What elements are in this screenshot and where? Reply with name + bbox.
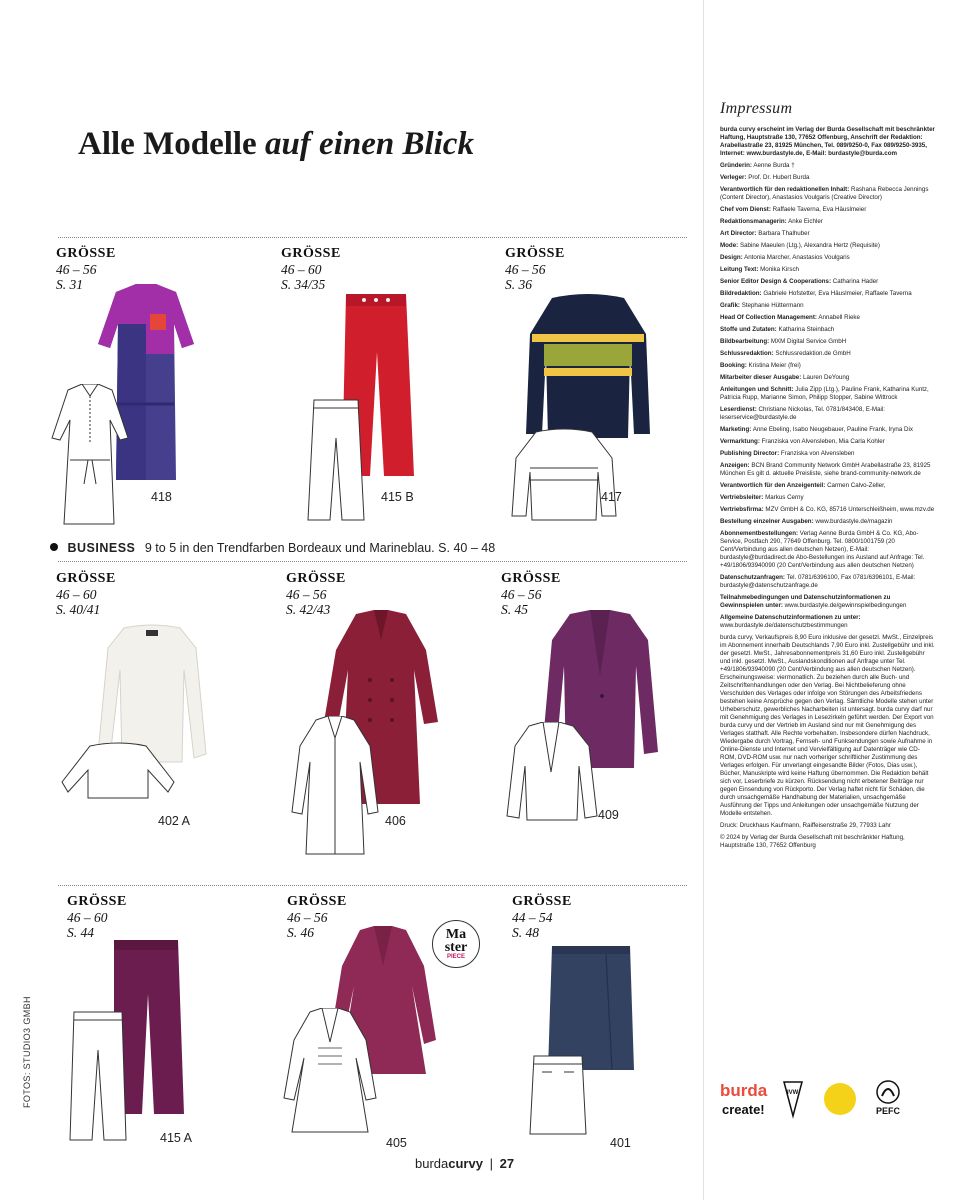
impressum-key: Booking: xyxy=(720,362,747,369)
size-label: GRÖSSE xyxy=(501,571,561,586)
impressum-block xyxy=(720,218,935,226)
impressum-title: Impressum xyxy=(720,100,793,117)
size-range: 46 – 60 xyxy=(56,587,97,602)
impressum-key: Grafik: xyxy=(720,302,740,309)
blazer-409-sketch xyxy=(503,722,601,822)
size-label: GRÖSSE xyxy=(67,894,127,909)
impressum-key: Head Of Collection Management: xyxy=(720,314,817,321)
model-number: 402 A xyxy=(158,814,190,828)
impressum-key: Vertriebsleiter: xyxy=(720,494,764,501)
impressum-value: Barbara Thalhuber xyxy=(758,230,810,237)
impressum-value: Aenne Burda † xyxy=(753,162,795,169)
divider xyxy=(58,561,687,562)
badge-line3: PIECE xyxy=(446,954,465,960)
size-label: GRÖSSE xyxy=(56,246,116,261)
size-label: GRÖSSE xyxy=(281,246,341,261)
impressum-key: Vertriebsfirma: xyxy=(720,506,764,513)
impressum-key: Verleger: xyxy=(720,174,747,181)
model-card-415a xyxy=(67,894,127,940)
impressum-key: Mitarbeiter dieser Ausgabe: xyxy=(720,374,802,381)
coat-406-sketch xyxy=(290,716,380,856)
impressum-value: Sabine Maeulen (Ltg.), Alexandra Hertz (Requisite) xyxy=(739,242,880,249)
impressum-key: Verantwortlich für den Anzeigenteil: xyxy=(720,482,826,489)
model-card-401 xyxy=(512,894,572,940)
model-card-415b xyxy=(281,246,341,292)
impressum-value: Carmen Calvo-Zeller, xyxy=(827,482,886,489)
impressum-value: MXM Digital Service GmbH xyxy=(770,338,847,345)
business-section-header xyxy=(50,541,495,555)
page-ref: S. 36 xyxy=(505,277,532,292)
impressum-value: Druck: Druckhaus Kaufmann, Raiffeisenstraße 29, 77933 Lahr xyxy=(720,822,891,829)
size-label: GRÖSSE xyxy=(286,571,346,586)
model-number: 409 xyxy=(598,808,619,822)
ivw-logo-text: IVW xyxy=(787,1090,799,1096)
sweater-417-photo xyxy=(524,294,652,440)
column-divider xyxy=(703,0,704,1200)
impressum-block xyxy=(720,350,935,358)
impressum-key: Marketing: xyxy=(720,426,752,433)
page-ref: S. 44 xyxy=(67,925,94,940)
page-ref: S. 45 xyxy=(501,602,528,617)
impressum-value: Tel. 0781/6396100, Fax 0781/6396101, E-Mail: burdastyle@datenschutzanfrage.de xyxy=(720,574,916,589)
model-card-417 xyxy=(505,246,565,292)
footer-brand-bold: curvy xyxy=(448,1156,483,1171)
impressum-block xyxy=(720,530,935,570)
impressum-block xyxy=(720,518,935,526)
impressum-value: BCN Brand Community Network GmbH Arabellastraße 23, 81925 München Es gilt d. aktuelle Preisliste, siehe brand-community-network.de xyxy=(720,462,931,477)
impressum-block xyxy=(720,206,935,214)
impressum-value: Antonia Marcher, Anastasios Voulgaris xyxy=(744,254,850,261)
title-bold: Alle Modelle xyxy=(78,126,257,162)
business-title: BUSINESS xyxy=(67,541,136,555)
size-range: 46 – 56 xyxy=(505,262,546,277)
impressum-key: Gründerin: xyxy=(720,162,752,169)
impressum-block xyxy=(720,278,935,286)
impressum-key: Leitung Text: xyxy=(720,266,759,273)
title-italic: auf einen Blick xyxy=(264,126,474,162)
impressum-value: Catharina Hader xyxy=(832,278,879,285)
impressum-key: Design: xyxy=(720,254,743,261)
blouse-402a-sketch xyxy=(56,742,180,800)
impressum-block xyxy=(720,450,935,458)
size-label: GRÖSSE xyxy=(56,571,116,586)
impressum-block xyxy=(720,162,935,170)
impressum-key: Publishing Director: xyxy=(720,450,780,457)
divider xyxy=(58,885,687,886)
impressum-block xyxy=(720,574,935,590)
impressum-key: Anleitungen und Schnitt: xyxy=(720,386,794,393)
impressum-key: Bildbearbeitung: xyxy=(720,338,770,345)
page-ref: S. 40/41 xyxy=(56,602,101,617)
impressum-value: Kristina Meier (frei) xyxy=(748,362,801,369)
impressum-block xyxy=(720,614,935,630)
impressum-key: Art Director: xyxy=(720,230,757,237)
impressum-block xyxy=(720,634,935,818)
photo-credit: FOTOS: STUDIO3 GMBH xyxy=(22,996,32,1108)
impressum-block xyxy=(720,302,935,310)
page-ref: S. 46 xyxy=(287,925,314,940)
dress-418-sketch xyxy=(50,384,130,528)
impressum xyxy=(720,100,935,854)
skirt-401-sketch xyxy=(528,1054,588,1138)
impressum-block xyxy=(720,254,935,262)
page-footer xyxy=(415,1156,514,1171)
model-number: 415 A xyxy=(160,1131,192,1145)
impressum-key: Teilnahmebedingungen und Datenschutzinformationen zu Gewinnspielen unter: xyxy=(720,594,891,609)
sweater-417-sketch xyxy=(508,428,620,524)
burda-logo-text: burda xyxy=(720,1081,768,1100)
impressum-value: Katharina Steinbach xyxy=(778,326,835,333)
impressum-key: Redaktionsmanagerin: xyxy=(720,218,787,225)
impressum-key: Abonnementbestellungen: xyxy=(720,530,799,537)
impressum-value: Christiane Nickolas, Tel. 0781/843408, E-Mail: leserservice@burdastyle.de xyxy=(720,406,885,421)
model-number: 415 B xyxy=(381,490,414,504)
impressum-value: www.burdastyle.de/datenschutzbestimmungen xyxy=(720,622,848,629)
size-range: 46 – 56 xyxy=(287,910,328,925)
model-number: 406 xyxy=(385,814,406,828)
trousers-415b-sketch xyxy=(306,398,366,524)
size-range: 46 – 56 xyxy=(501,587,542,602)
impressum-block xyxy=(720,462,935,478)
model-number: 405 xyxy=(386,1136,407,1150)
impressum-block xyxy=(720,242,935,250)
burda-create-logo xyxy=(720,1081,768,1117)
impressum-key: Bestellung einzelner Ausgaben: xyxy=(720,518,814,525)
impressum-block xyxy=(720,374,935,382)
impressum-key: Datenschutzanfragen: xyxy=(720,574,785,581)
impressum-value: Franziska von Alvensleben xyxy=(780,450,855,457)
pefc-logo xyxy=(876,1081,901,1116)
footer-brand-light: burda xyxy=(415,1156,449,1171)
impressum-key: Mode: xyxy=(720,242,739,249)
impressum-value: Lauren DeYoung xyxy=(803,374,850,381)
impressum-key: Schlussredaktion: xyxy=(720,350,774,357)
impressum-block xyxy=(720,266,935,274)
impressum-value: Monika Kirsch xyxy=(760,266,799,273)
impressum-value: Anne Ebeling, Isabo Neugebauer, Pauline Frank, Iryna Dix xyxy=(752,426,913,433)
impressum-value: Rashana Rebecca Jennings (Content Director), Anastasios Voulgaris (Creative Director) xyxy=(720,186,929,201)
impressum-key: Senior Editor Design & Cooperations: xyxy=(720,278,832,285)
impressum-value: MZV GmbH & Co. KG, 85716 Unterschleißheim, www.mzv.de xyxy=(765,506,935,513)
logo-row xyxy=(718,1076,918,1122)
page-ref: S. 42/43 xyxy=(286,602,331,617)
impressum-block xyxy=(720,230,935,238)
business-pages: S. 40 – 48 xyxy=(438,541,496,555)
footer-separator: | xyxy=(489,1156,493,1171)
impressum-value: Franziska von Alvensleben, Mia Carla Kohler xyxy=(761,438,885,445)
dress-405-sketch xyxy=(282,1008,378,1134)
seal-logo xyxy=(824,1083,856,1115)
pefc-logo-text: PEFC xyxy=(876,1106,901,1116)
impressum-block xyxy=(720,406,935,422)
masterpiece-badge xyxy=(432,920,480,968)
impressum-key: burda curvy erscheint im Verlag der Burda Gesellschaft mit beschränkter Haftung, Hauptstraße 130, 77652 Offenburg, Anschrift der Redaktion: Arabellastraße 23, 81925 München, Tel. 089/9250-0, Fax 089/9250-3935, Internet: www.burdastyle.de, E-Mail: burdastyle@burda.com xyxy=(720,126,935,157)
impressum-value: www.burdastyle.de/magazin xyxy=(815,518,893,525)
impressum-block xyxy=(720,386,935,402)
impressum-block xyxy=(720,822,935,830)
page-ref: S. 48 xyxy=(512,925,539,940)
impressum-value: Verlag Aenne Burda GmbH & Co. KG, Abo-Service, Postfach 290, 77649 Offenburg. Tel. 0800/1001759 (20 Cent/Verbindung aus allen deutschen Netzen), E-Mail: burdastyle@burdadirect.de Abo-Bestellungen ins Ausland auf Anfrage: Tel. +49/1806/93940090 (20 Cent/Verbindung aus allen deutschen Netzen) xyxy=(720,530,925,569)
impressum-block xyxy=(720,594,935,610)
impressum-value: © 2024 by Verlag der Burda Gesellschaft mit beschränkter Haftung, Hauptstraße 130, 77652 Offenburg xyxy=(720,834,905,849)
impressum-value: Anke Eichler xyxy=(788,218,823,225)
size-range: 44 – 54 xyxy=(512,910,553,925)
impressum-key: Anzeigen: xyxy=(720,462,750,469)
impressum-block xyxy=(720,186,935,202)
impressum-block xyxy=(720,126,935,158)
badge-line1: Ma xyxy=(445,927,467,942)
impressum-key: Vermarktung: xyxy=(720,438,760,445)
impressum-block xyxy=(720,174,935,182)
impressum-block xyxy=(720,426,935,434)
size-range: 46 – 60 xyxy=(67,910,108,925)
impressum-value: Raffaele Taverna, Eva Häuslmeier xyxy=(772,206,867,213)
model-number: 401 xyxy=(610,1136,631,1150)
size-range: 46 – 56 xyxy=(286,587,327,602)
impressum-block xyxy=(720,494,935,502)
impressum-block xyxy=(720,362,935,370)
model-number: 417 xyxy=(601,490,622,504)
trousers-415a-sketch xyxy=(68,1010,128,1144)
business-text: 9 to 5 in den Trendfarben Bordeaux und Marineblau. xyxy=(144,541,435,555)
impressum-block xyxy=(720,338,935,346)
impressum-value: Julia Zipp (Ltg.), Pauline Frank, Katharina Kuntz, Patricia Rupp, Marianne Simon, Philipp Stopper, Sabine Wittrock xyxy=(720,386,929,401)
size-range: 46 – 60 xyxy=(281,262,322,277)
impressum-key: Leserdienst: xyxy=(720,406,757,413)
create-logo-text: create! xyxy=(722,1102,765,1117)
impressum-value: Prof. Dr. Hubert Burda xyxy=(748,174,810,181)
impressum-block xyxy=(720,438,935,446)
divider xyxy=(58,237,687,238)
page-title xyxy=(78,126,474,163)
impressum-key: Stoffe und Zutaten: xyxy=(720,326,777,333)
size-label: GRÖSSE xyxy=(512,894,572,909)
impressum-value: Gabriele Hofstetter, Eva Häuslmeier, Raffaele Taverna xyxy=(763,290,912,297)
impressum-key: Allgemeine Datenschutzinformationen zu unter: xyxy=(720,614,861,621)
page-ref: S. 34/35 xyxy=(281,277,326,292)
size-range: 46 – 56 xyxy=(56,262,97,277)
impressum-block xyxy=(720,290,935,298)
impressum-key: Verantwortlich für den redaktionellen Inhalt: xyxy=(720,186,850,193)
badge-line2: ster xyxy=(444,940,468,955)
impressum-value: Stephanie Hüttermann xyxy=(741,302,804,309)
impressum-body xyxy=(720,126,935,850)
impressum-block xyxy=(720,314,935,322)
model-card-402a xyxy=(56,571,116,617)
impressum-value: Annabell Rieke xyxy=(818,314,860,321)
impressum-value: Markus Cerny xyxy=(765,494,804,501)
ivw-logo xyxy=(784,1082,802,1116)
impressum-value: www.burdastyle.de/gewinnspielbedingungen xyxy=(784,602,907,609)
impressum-key: Bildredaktion: xyxy=(720,290,762,297)
impressum-value: burda curvy, Verkaufspreis 8,90 Euro inklusive der gesetzl. MwSt., Einzelpreis im Abonnement innerhalb Deutschlands 7,90 Euro inkl. Zustellgebühr und inkl. der gesetzl. MwSt., Jahresabonnementpreis 31,60 Euro inkl. Zustellgebühr und inkl. gesetzl. MwSt., Auslandskonditionen auf Anfrage unter Tel. +49/1806/93940090 (20 Cent/Verbindung aus allen deutschen Netzen). Erscheinungsweise: viermonatlich. Zu beziehen durch alle Buch- und Zeitschriftenhandlungen oder den Verlag. Bei Nichtbelieferung ohne Verschulden des Verlages oder infolge von Störungen des Arbeitsfriedens bestehen keine Ansprüche gegen den Verlag. Sämtliche Modelle stehen unter Urheberschutz, gewerbliches Nacharbeiten ist untersagt. burda curvy darf nur mit Genehmigung des Verlages in Lesezirkeln geführt werden. Der Export von burda curvy und der Vertrieb im Ausland sind nur mit Genehmigung des Verlages statthaft. Alle Rechte vorbehalten. Insbesondere dürfen Nachdruck, Wiedergabe durch Vortrag, Fernseh- und Funksendungen sowie Aufnahme in Online-Dienste und Internet und Vervielfältigung auf Datenträger wie CD-ROM, DVD-ROM usw. nur nach vorheriger schriftlicher Zustimmung des Verlages erfolgen. Für unverlangt eingesandte Bilder (Fotos, Dias usw.), Bücher, Manuskripte wird keine Haftung übernommen. Die Redaktion behält sich vor, Leserbriefe zu kürzen. Rücksendung nicht erbetener Beiträge nur gegen Einsendung von Rückporto. Der Verlag haftet nicht für Schäden, die durch unsachgemäße Handhabung der Materialien, unsachgemäße Ausführung der Tipps und Anleitungen oder unsachgemäße Nutzung der Modelle entstehen. xyxy=(720,634,935,817)
impressum-block xyxy=(720,834,935,850)
impressum-block xyxy=(720,326,935,334)
impressum-block xyxy=(720,482,935,490)
page-ref: S. 31 xyxy=(56,277,83,292)
size-label: GRÖSSE xyxy=(505,246,565,261)
page-number: 27 xyxy=(499,1156,515,1171)
impressum-key: Chef vom Dienst: xyxy=(720,206,771,213)
impressum-block xyxy=(720,506,935,514)
model-number: 418 xyxy=(151,490,172,504)
bullet-icon xyxy=(50,543,58,551)
impressum-value: Schlussredaktion.de GmbH xyxy=(775,350,851,357)
size-label: GRÖSSE xyxy=(287,894,347,909)
